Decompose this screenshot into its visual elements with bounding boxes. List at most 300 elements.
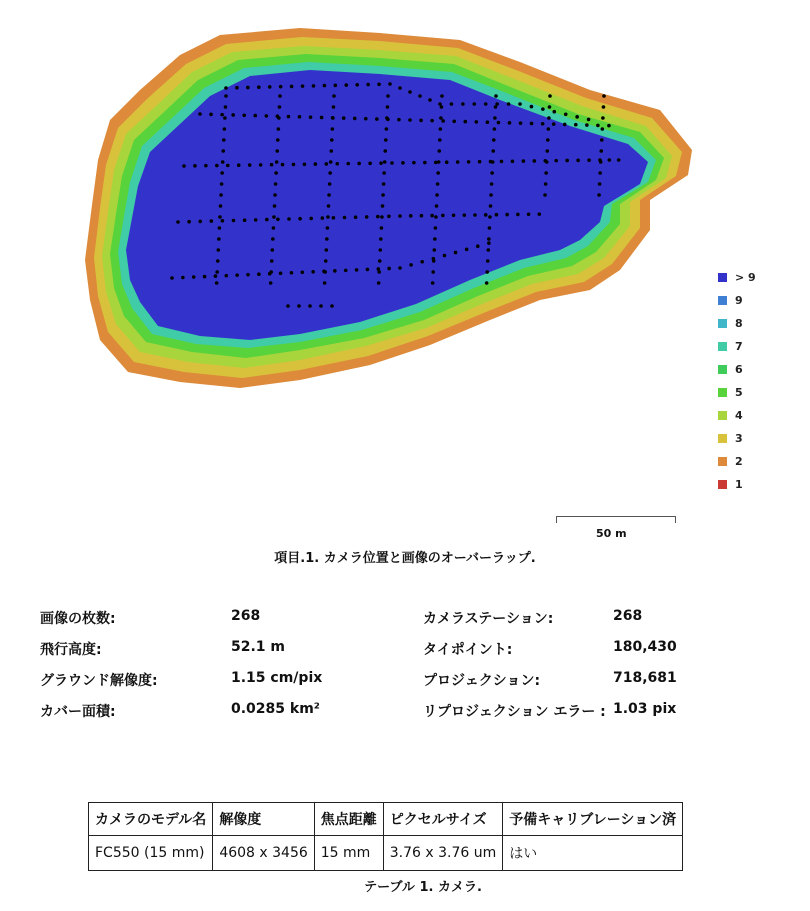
flight-point [278, 94, 282, 98]
flight-point [231, 113, 235, 117]
flight-point [601, 116, 605, 120]
table-header-row [89, 803, 683, 836]
flight-point [412, 161, 416, 165]
flight-point [330, 304, 334, 308]
flight-point [265, 114, 269, 118]
flight-point [324, 259, 328, 263]
gsd-label: グラウンド解像度: [40, 673, 158, 689]
flight-point [420, 214, 424, 218]
legend-swatch [718, 342, 727, 351]
flight-point [354, 215, 358, 219]
legend-item [718, 270, 756, 284]
flight-point [221, 160, 225, 164]
table-cell: 15 mm [314, 836, 383, 871]
flight-point [365, 215, 369, 219]
flight-point [522, 159, 526, 163]
flight-point [329, 149, 333, 153]
flight-point [204, 164, 208, 168]
flight-point [223, 116, 227, 120]
flight-point [462, 213, 466, 217]
flight-point [368, 162, 372, 166]
flight-point [433, 248, 437, 252]
legend-item [718, 362, 743, 376]
flight-point [576, 159, 580, 163]
flight-point [554, 159, 558, 163]
flight-point [216, 259, 220, 263]
flight-point [487, 237, 491, 241]
flight-point [218, 215, 222, 219]
flight-point [617, 158, 621, 162]
legend-item [718, 293, 743, 307]
legend-label: 4 [735, 408, 743, 422]
flight-point [380, 215, 384, 219]
flight-point [544, 182, 548, 186]
flight-point [418, 94, 422, 98]
flight-point [489, 204, 493, 208]
legend-label: 1 [735, 477, 743, 491]
legend-swatch [718, 296, 727, 305]
flight-point [408, 90, 412, 94]
figure-caption: 項目.1. カメラ位置と画像のオーバーラップ. [274, 551, 536, 566]
legend-item [718, 316, 743, 330]
flight-point [419, 119, 423, 123]
flight-point [437, 160, 441, 164]
flight-point [398, 214, 402, 218]
table-cell: 4608 x 3456 [213, 836, 314, 871]
flight-point [235, 86, 239, 90]
flight-point [214, 274, 218, 278]
flight-point [475, 120, 479, 124]
flight-point [215, 281, 219, 285]
tiepoints-value: 180,430 [613, 639, 677, 655]
flight-point [434, 215, 438, 219]
flight-point [439, 127, 443, 131]
legend-label: 3 [735, 431, 743, 445]
flight-point [543, 193, 547, 197]
flight-point [388, 82, 392, 86]
flight-point [248, 163, 252, 167]
flight-point [308, 304, 312, 308]
flight-point [223, 127, 227, 131]
flight-point [386, 105, 390, 109]
flight-point [226, 164, 230, 168]
flight-point [274, 182, 278, 186]
flight-point [486, 120, 490, 124]
flight-point [599, 149, 603, 153]
flight-point [287, 115, 291, 119]
flight-point [170, 276, 174, 280]
flight-point [430, 119, 434, 123]
flight-point [574, 123, 578, 127]
flight-point [491, 160, 495, 164]
flight-point [271, 248, 275, 252]
flight-point [277, 116, 281, 120]
flight-point [275, 160, 279, 164]
flight-point [298, 115, 302, 119]
legend-label: > 9 [735, 270, 756, 284]
flight-point [379, 248, 383, 252]
flight-point [342, 116, 346, 120]
flight-point [327, 193, 331, 197]
flight-point [596, 124, 600, 128]
flight-point [300, 270, 304, 274]
flight-point [181, 276, 185, 280]
flight-point [401, 161, 405, 165]
flight-point [187, 220, 191, 224]
flight-point [355, 83, 359, 87]
flight-point [328, 182, 332, 186]
flight-point [246, 273, 250, 277]
flight-point [486, 259, 490, 263]
flight-point [599, 160, 603, 164]
flight-point [452, 213, 456, 217]
stations-label: カメラステーション: [423, 611, 554, 627]
flight-point [335, 162, 339, 166]
flight-point [193, 164, 197, 168]
flight-point [325, 248, 329, 252]
legend-item [718, 408, 743, 422]
legend-swatch [718, 457, 727, 466]
flight-point [607, 124, 611, 128]
flight-point [544, 171, 548, 175]
altitude-label: 飛行高度: [40, 642, 102, 658]
flight-point [376, 267, 380, 271]
flight-point [377, 281, 381, 285]
flight-point [243, 218, 247, 222]
flight-point [530, 122, 534, 126]
flight-point [488, 226, 492, 230]
flight-point [379, 161, 383, 165]
flight-point [326, 215, 330, 219]
table-header: 解像度 [213, 803, 314, 836]
flight-point [332, 105, 336, 109]
flight-point [456, 160, 460, 164]
flight-point [597, 193, 601, 197]
flight-point [511, 159, 515, 163]
flight-point [268, 85, 272, 89]
flight-point [301, 84, 305, 88]
table-header: 予備キャリブレーション済 [503, 803, 683, 836]
flight-point [287, 217, 291, 221]
flight-point [441, 214, 445, 218]
table-cell: FC550 (15 mm) [89, 836, 213, 871]
table-header: ピクセルサイズ [383, 803, 503, 836]
flight-point [440, 105, 444, 109]
flight-point [382, 171, 386, 175]
flight-point [463, 120, 467, 124]
flight-point [292, 163, 296, 167]
legend-item [718, 454, 743, 468]
flight-point [467, 160, 471, 164]
flight-point [273, 204, 277, 208]
flight-point [398, 86, 402, 90]
flight-point [490, 171, 494, 175]
flight-point [215, 270, 219, 274]
flight-point [598, 171, 602, 175]
legend-label: 8 [735, 316, 743, 330]
flight-point [494, 105, 498, 109]
flight-point [217, 237, 221, 241]
flight-point [329, 160, 333, 164]
table-cell: 3.76 x 3.76 um [383, 836, 503, 871]
flight-point [601, 127, 605, 131]
flight-point [224, 86, 228, 90]
flight-point [478, 160, 482, 164]
flight-point [237, 163, 241, 167]
flight-point [382, 182, 386, 186]
projections-value: 718,681 [613, 670, 677, 686]
flight-point [505, 213, 509, 217]
flight-point [608, 158, 612, 162]
flight-point [397, 118, 401, 122]
flight-point [431, 270, 435, 274]
table-header: 焦点距離 [314, 803, 383, 836]
legend-label: 9 [735, 293, 743, 307]
flight-point [435, 193, 439, 197]
flight-point [274, 171, 278, 175]
flight-point [575, 115, 579, 119]
flight-point [437, 149, 441, 153]
flight-point [518, 102, 522, 106]
flight-point [270, 163, 274, 167]
flight-point [323, 270, 327, 274]
flight-point [439, 116, 443, 120]
flight-point [224, 274, 228, 278]
flight-point [326, 226, 330, 230]
legend-label: 7 [735, 339, 743, 353]
flight-point [314, 162, 318, 166]
flight-point [297, 304, 301, 308]
flight-point [433, 237, 437, 241]
flight-point [491, 149, 495, 153]
flight-point [366, 83, 370, 87]
flight-point [364, 117, 368, 121]
flight-point [332, 216, 336, 220]
flight-point [381, 204, 385, 208]
area-label: カバー面積: [40, 704, 116, 720]
flight-point [490, 182, 494, 186]
flight-point [600, 138, 604, 142]
flight-point [385, 116, 389, 120]
flight-point [279, 271, 283, 275]
flight-point [436, 171, 440, 175]
flight-point [286, 304, 290, 308]
flight-point [271, 237, 275, 241]
altitude-value: 52.1 m [231, 639, 286, 655]
legend-item [718, 477, 743, 491]
legend-swatch [718, 319, 727, 328]
flight-point [527, 212, 531, 216]
flight-point [265, 218, 269, 222]
flight-point [552, 110, 556, 114]
flight-point [387, 267, 391, 271]
reprojection-error-label: リプロジェクション エラー : [423, 704, 606, 720]
flight-point [219, 204, 223, 208]
scale-bar [556, 516, 676, 523]
legend-swatch [718, 365, 727, 374]
flight-point [222, 138, 226, 142]
flight-point [472, 102, 476, 106]
flight-point [454, 251, 458, 255]
flight-point [541, 122, 545, 126]
flight-point [272, 226, 276, 230]
flight-point [224, 94, 228, 98]
flight-point [281, 163, 285, 167]
flight-point [541, 107, 545, 111]
flight-point [537, 212, 541, 216]
flight-point [377, 270, 381, 274]
flight-point [376, 215, 380, 219]
legend-item [718, 339, 743, 353]
flight-point [548, 105, 552, 109]
images-label: 画像の枚数: [40, 611, 116, 627]
flight-point [547, 127, 551, 131]
flight-point [409, 263, 413, 267]
flight-point [278, 105, 282, 109]
legend-swatch [718, 388, 727, 397]
overlap-map [0, 0, 700, 400]
scale-bar-label: 50 m [596, 527, 627, 540]
flight-point [488, 215, 492, 219]
projections-label: プロジェクション: [423, 673, 541, 689]
flight-point [390, 161, 394, 165]
flight-point [344, 269, 348, 273]
flight-point [473, 213, 477, 217]
flight-point [386, 94, 390, 98]
flight-point [436, 182, 440, 186]
flight-point [235, 273, 239, 277]
flight-point [221, 219, 225, 223]
flight-point [500, 160, 504, 164]
flight-point [409, 214, 413, 218]
tiepoints-label: タイポイント: [423, 642, 513, 658]
flight-point [484, 213, 488, 217]
flight-point [355, 268, 359, 272]
flight-point [485, 281, 489, 285]
flight-point [309, 115, 313, 119]
flight-point [309, 217, 313, 221]
flight-point [441, 119, 445, 123]
flight-point [383, 160, 387, 164]
legend-item [718, 385, 743, 399]
flight-point [585, 123, 589, 127]
flight-point [270, 259, 274, 263]
flight-point [384, 138, 388, 142]
flight-point [497, 121, 501, 125]
flight-point [209, 113, 213, 117]
reprojection-error-value: 1.03 pix [613, 701, 677, 717]
flight-point [423, 161, 427, 165]
flight-point [198, 112, 202, 116]
flight-point [533, 159, 537, 163]
flight-point [548, 94, 552, 98]
flight-point [254, 218, 258, 222]
flight-point [379, 237, 383, 241]
flight-point [273, 193, 277, 197]
legend-label: 6 [735, 362, 743, 376]
legend-item [718, 431, 743, 445]
flight-point [493, 127, 497, 131]
flight-point [232, 219, 236, 223]
table-cell: はい [503, 836, 683, 871]
flight-point [530, 105, 534, 109]
flight-point [546, 138, 550, 142]
flight-point [331, 116, 335, 120]
flight-point [276, 138, 280, 142]
flight-point [495, 213, 499, 217]
flight-point [602, 105, 606, 109]
flight-point [492, 138, 496, 142]
legend-swatch [718, 434, 727, 443]
legend-swatch [718, 273, 727, 282]
stations-value: 268 [613, 608, 643, 624]
flight-point [461, 102, 465, 106]
flight-point [217, 248, 221, 252]
flight-point [312, 84, 316, 88]
flight-point [269, 270, 273, 274]
flight-point [176, 220, 180, 224]
camera-table [88, 802, 683, 871]
flight-point [519, 121, 523, 125]
flight-point [438, 138, 442, 142]
legend-label: 2 [735, 454, 743, 468]
flight-point [333, 269, 337, 273]
flight-point [344, 83, 348, 87]
flight-point [311, 270, 315, 274]
flight-point [443, 254, 447, 258]
flight-point [220, 113, 224, 117]
flight-point [320, 116, 324, 120]
flight-point [357, 162, 361, 166]
flight-point [552, 122, 556, 126]
table-caption: テーブル 1. カメラ. [364, 880, 482, 895]
flight-point [277, 127, 281, 131]
flight-point [259, 163, 263, 167]
flight-point [420, 260, 424, 264]
flight-point [219, 193, 223, 197]
flight-point [269, 281, 273, 285]
images-value: 268 [231, 608, 261, 624]
flight-point [563, 123, 567, 127]
flight-point [330, 138, 334, 142]
flight-point [303, 162, 307, 166]
flight-point [327, 204, 331, 208]
flight-point [494, 94, 498, 98]
table-header: カメラのモデル名 [89, 803, 213, 836]
area-value: 0.0285 km² [231, 701, 320, 717]
flight-point [428, 98, 432, 102]
legend-swatch [718, 411, 727, 420]
flight-point [484, 102, 488, 106]
flight-point [398, 266, 402, 270]
flight-point [476, 244, 480, 248]
flight-point [445, 160, 449, 164]
flight-point [485, 270, 489, 274]
table-row [89, 836, 683, 871]
flight-point [507, 102, 511, 106]
flight-point [587, 118, 591, 122]
flight-point [182, 164, 186, 168]
flight-point [465, 248, 469, 252]
flight-point [215, 164, 219, 168]
flight-point [257, 85, 261, 89]
flight-point [276, 218, 280, 222]
flight-point [516, 213, 520, 217]
flight-point [353, 117, 357, 121]
flight-point [565, 159, 569, 163]
flight-point [366, 268, 370, 272]
flight-point [325, 237, 329, 241]
